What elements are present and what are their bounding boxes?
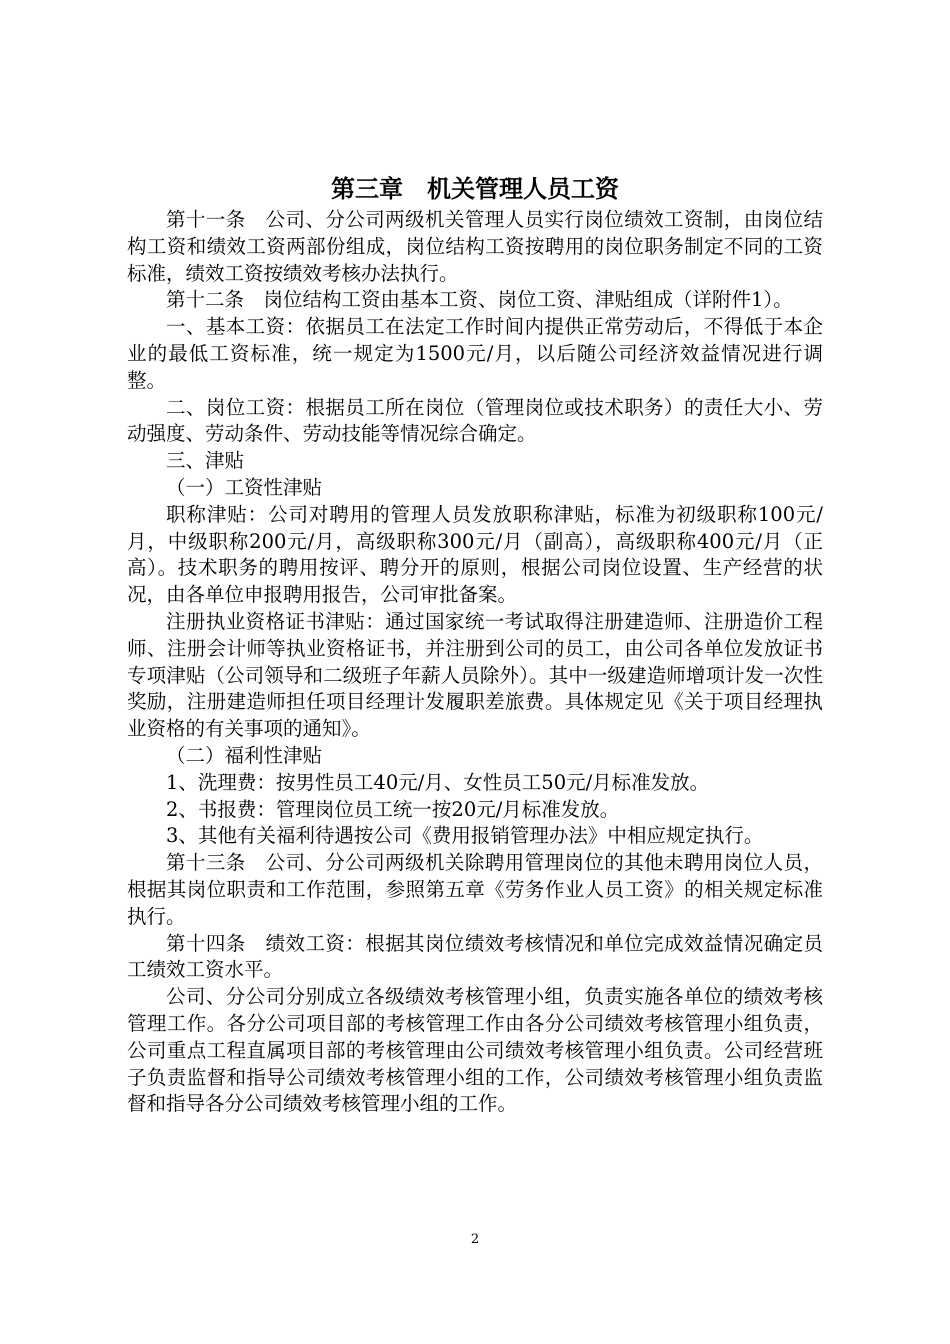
document-body: [127, 207, 823, 1118]
paragraph-certificate-allowance: 注册执业资格证书津贴：通过国家统一考试取得注册建造师、注册造价工程师、注册会计师等执业资格证书，并注册到公司的员工，由公司各单位发放证书专项津贴（公司领导和二级班子年薪人员除外）。其中一级建造师增项计发一次性奖励，注册建造师担任项目经理计发履职差旅费。具体规定见《关于项目经理执业资格的有关事项的通知》。: [127, 609, 823, 741]
paragraph-article-13: 第十三条 公司、分公司两级机关除聘用管理岗位的其他未聘用岗位人员，根据其岗位职责和工作范围，参照第五章《劳务作业人员工资》的相关规定标准执行。: [127, 851, 823, 928]
paragraph-allowance-heading: 三、津贴: [166, 449, 245, 473]
paragraph-title-allowance: 职称津贴：公司对聘用的管理人员发放职称津贴，标准为初级职称100元/月，中级职称200元/月，高级职称300元/月（副高），高级职称400元/月（正高）。技术职务的聘用按评、聘分开的原则，根据公司岗位设置、生产经营的状况，由各单位申报聘用报告，公司审批备案。: [127, 502, 823, 607]
chapter-title: 第三章 机关管理人员工资: [331, 175, 619, 203]
paragraph-article-14: 第十四条 绩效工资：根据其岗位绩效考核情况和单位完成效益情况确定员工绩效工资水平。: [127, 931, 823, 982]
paragraph-other-benefits: 3、其他有关福利待遇按公司《费用报销管理办法》中相应规定执行。: [166, 824, 764, 848]
paragraph-article-11: 第十一条 公司、分公司两级机关管理人员实行岗位绩效工资制，由岗位结构工资和绩效工资两部份组成，岗位结构工资按聘用的岗位职务制定不同的工资标准，绩效工资按绩效考核办法执行。: [127, 208, 823, 285]
paragraph-position-salary: 二、岗位工资：根据员工所在岗位（管理岗位或技术职务）的责任大小、劳动强度、劳动条件、劳动技能等情况综合确定。: [127, 395, 823, 446]
paragraph-article-12: 第十二条 岗位结构工资由基本工资、岗位工资、津贴组成（详附件1）。: [166, 288, 793, 312]
paragraph-performance-groups: 公司、分公司分别成立各级绩效考核管理小组，负责实施各单位的绩效考核管理工作。各分公司项目部的考核管理工作由各分公司绩效考核管理小组负责，公司重点工程直属项目部的考核管理由公司绩效考核管理小组负责。公司经营班子负责监督和指导公司绩效考核管理小组的工作，公司绩效考核管理小组负责监督和指导各分公司绩效考核管理小组的工作。: [127, 985, 823, 1116]
paragraph-grooming-fee: 1、洗理费：按男性员工40元/月、女性员工50元/月标准发放。: [166, 770, 710, 794]
paragraph-wage-allowance-heading: （一）工资性津贴: [166, 475, 323, 499]
paragraph-basic-salary: 一、基本工资：依据员工在法定工作时间内提供正常劳动后，不得低于本企业的最低工资标准，统一规定为1500元/月，以后随公司经济效益情况进行调整。: [127, 315, 823, 392]
page-number: 2: [470, 1232, 480, 1247]
paragraph-reading-fee: 2、书报费：管理岗位员工统一按20元/月标准发放。: [166, 797, 620, 821]
paragraph-welfare-allowance-heading: （二）福利性津贴: [166, 743, 323, 767]
